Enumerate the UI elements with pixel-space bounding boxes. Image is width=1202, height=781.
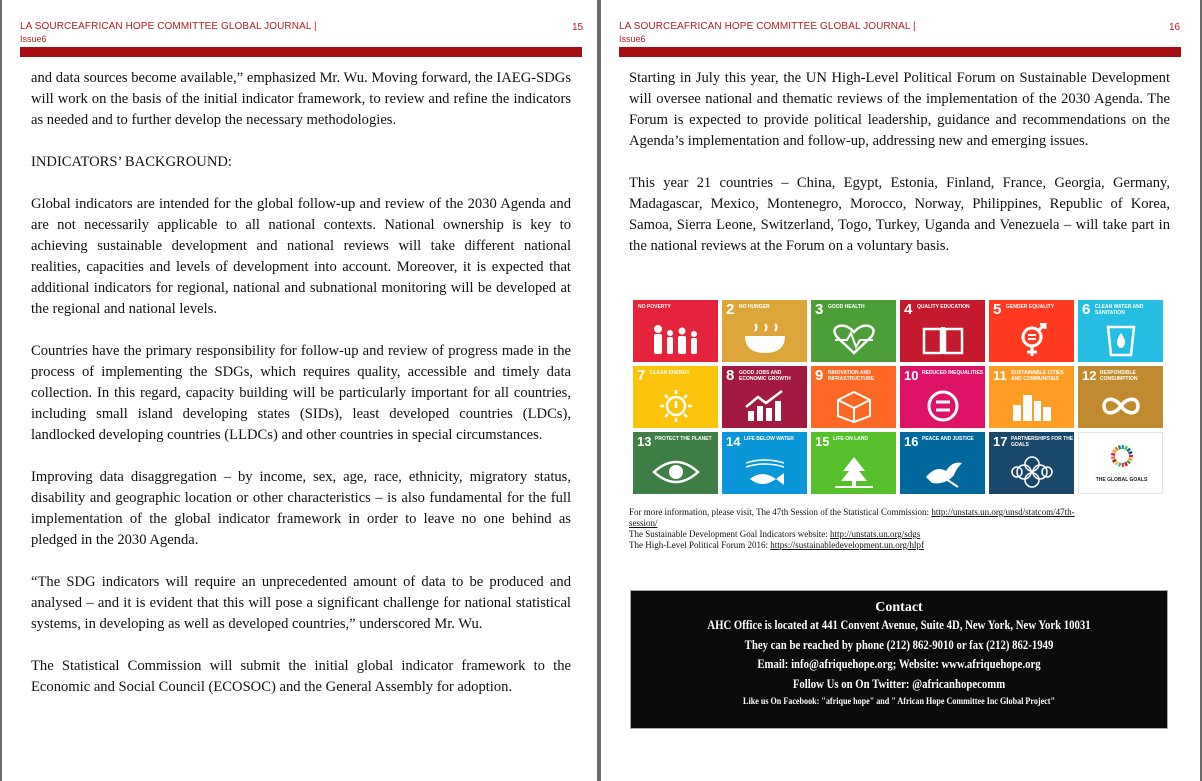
sdg-tile — [989, 366, 1074, 428]
sdg-label: PEACE AND JUSTICE — [922, 436, 974, 442]
sdg-tile — [900, 300, 985, 362]
sdg-number: 16 — [904, 434, 919, 449]
sdg-tile — [811, 366, 896, 428]
sdg-tile — [633, 300, 718, 362]
sdg-tile — [811, 300, 896, 362]
reference-text: The High-Level Political Forum 2016: — [629, 540, 771, 550]
sdg-label: RESPONSIBLE CONSUMPTION — [1100, 370, 1138, 382]
contact-phone: They can be reached by phone (212) 862-9010 or fax (212) 862-1949 — [744, 637, 1054, 652]
sdg-tile — [1078, 300, 1163, 362]
sdg-label: INNOVATION AND INFRASTRUCTURE — [828, 370, 875, 382]
contact-email: Email: info@afriquehope.org; Website: www.afriquehope.org — [757, 657, 1041, 671]
sdg-number: 10 — [904, 368, 919, 383]
sdg-number: 11 — [993, 368, 1007, 383]
issue-label: Issue6 — [20, 34, 47, 44]
sdg-label: PARTNERSHIPS FOR THE GOALS — [1011, 436, 1074, 448]
reference-text: The Sustainable Development Goal Indicators website: — [629, 529, 830, 539]
sdg-label: GOOD JOBS AND ECONOMIC GROWTH — [739, 370, 791, 382]
sdg-number: 17 — [993, 434, 1008, 449]
journal-title: LA SOURCEAFRICAN HOPE COMMITTEE GLOBAL JOURNAL | — [619, 21, 916, 32]
journal-title: LA SOURCEAFRICAN HOPE COMMITTEE GLOBAL JOURNAL | — [20, 21, 317, 32]
sdg-goals-grid — [633, 300, 1164, 494]
sdg-label: NO HUNGER — [739, 304, 770, 310]
page-16 — [601, 0, 1200, 781]
sdg-label: NO POVERTY — [638, 304, 671, 310]
contact-title: Contact — [875, 600, 923, 615]
sdg-label: CLEAN WATER AND SANITATION — [1095, 304, 1144, 316]
sdg-number: 6 — [1082, 301, 1091, 318]
paragraph: and data sources become available,” emphasized Mr. Wu. Moving forward, the IAEG-SDGs will work on the basis of the initial indicator framework, to review and refine the indicators as needed and to further develop the necessary methodologies. — [31, 70, 571, 128]
sdg-label: GOOD HEALTH — [828, 304, 865, 310]
sdg-tile — [722, 432, 807, 494]
paragraph: Global indicators are intended for the global follow-up and review of the 2030 Agenda and are not necessarily applicable to all national contexts. National ownership is key to achieving sustainable development and national reviews will take different national realities, capacities and levels of development into account. Moreover, it is expected that additional indicators for regional, national and subnational monitoring will be developed at the regional and national levels. — [31, 196, 571, 317]
contact-twitter: Follow Us on On Twitter: @africanhopecomm — [792, 676, 1006, 691]
sdg-number: 12 — [1082, 368, 1097, 383]
page-15 — [2, 0, 597, 781]
header-bar — [20, 47, 582, 57]
sdg-number: 4 — [904, 301, 913, 318]
contact-facebook: Like us On Facebook: "afrique hope" and " African Hope Committee Inc Global Project" — [743, 696, 1055, 706]
sdg-number: 2 — [726, 301, 735, 318]
sdg-label: REDUCED INEQUALITIES — [922, 370, 984, 376]
sdg-tile — [989, 300, 1074, 362]
sdg-number: 13 — [637, 434, 652, 449]
sdg-number: 8 — [726, 367, 735, 384]
contact-box — [630, 590, 1168, 729]
page-number: 16 — [1169, 22, 1181, 33]
sdg-label: CLEAN ENERGY — [650, 370, 690, 376]
sdg-number: 15 — [815, 434, 830, 449]
sdg-label: QUALITY EDUCATION — [917, 304, 970, 310]
sdg-tile — [900, 366, 985, 428]
sdg-tile — [811, 432, 896, 494]
issue-label: Issue6 — [619, 34, 646, 44]
sdg-label: LIFE BELOW WATER — [744, 436, 794, 442]
statcom-link-cont[interactable]: session/ — [629, 518, 658, 528]
paragraph: Countries have the primary responsibility for follow-up and review of progress made in the process of implementing the SDGs, which requires quality, accessible and timely data collection. In this regard, capacity building will be particularly important for all countries, including small island developing states (SIDs), least developed countries (LDCs), landlocked developing countries (LLDCs) and other countries in special circumstances. — [31, 343, 571, 443]
sdg-tile — [900, 432, 985, 494]
article-body — [629, 68, 1170, 278]
sdg-label: SUSTAINABLE CITIES AND COMMUNITIES — [1011, 370, 1064, 382]
sdgs-link[interactable]: http://unstats.un.org/sdgs — [829, 529, 921, 539]
sdg-tile — [633, 432, 718, 494]
sdg-tile — [1078, 366, 1163, 428]
sdg-number: 7 — [637, 367, 646, 384]
sdg-tile — [722, 300, 807, 362]
paragraph: Starting in July this year, the UN High-Level Political Forum on Sustainable Development will oversee national and thematic reviews of the implementation of the 2030 Agenda. The Forum is expected to provide political leadership, guidance and recommendations on the Agenda’s implementation and follow-up, addressing new and emerging issues. — [629, 70, 1170, 149]
sdg-number: 3 — [815, 301, 824, 318]
hlpf-link[interactable]: https://sustainabledevelopment.un.org/hlpf — [770, 540, 925, 550]
sdg-label: LIFE ON LAND — [833, 436, 868, 442]
sdg-label: THE GLOBAL GOALS — [1095, 477, 1148, 483]
sdg-label: PROTECT THE PLANET — [655, 436, 712, 442]
references — [629, 507, 1177, 551]
sdg-label: GENDER EQUALITY — [1006, 304, 1055, 310]
sdg-number: 9 — [815, 367, 824, 384]
header-bar — [619, 47, 1181, 57]
contact-address: AHC Office is located at 441 Convent Avenue, Suite 4D, New York, New York 10031 — [707, 618, 1091, 632]
page-number: 15 — [572, 22, 584, 33]
article-body — [31, 68, 571, 719]
reference-text: For more information, please visit, The 47th Session of the Statistical Commission: — [629, 507, 932, 517]
sdg-number: 14 — [726, 434, 741, 449]
statcom-link[interactable]: http://unstats.un.org/unsd/statcom/47th- — [931, 507, 1075, 517]
sdg-tile — [1078, 432, 1163, 494]
paragraph: “The SDG indicators will require an unprecedented amount of data to be produced and analysed – and it is evident that this will pose a significant challenge for national statistical systems, in developing as well as developed countries,” underscored Mr. Wu. — [31, 574, 571, 632]
paragraph: Improving data disaggregation – by income, sex, age, race, ethnicity, migratory status, disability and geographic location or other characteristics – is also fundamental for the full implementation of the global indicator framework in order to leave no one behind as pledged in the 2030 Agenda. — [31, 469, 571, 548]
sdg-tile — [722, 366, 807, 428]
paragraph: The Statistical Commission will submit the initial global indicator framework to the Economic and Social Council (ECOSOC) and the General Assembly for adoption. — [31, 658, 571, 695]
sdg-tile — [633, 366, 718, 428]
section-heading: INDICATORS’ BACKGROUND: — [31, 154, 232, 170]
sdg-number: 5 — [993, 301, 1002, 318]
paragraph: This year 21 countries – China, Egypt, Estonia, Finland, France, Georgia, Germany, Madagascar, Mexico, Montenegro, Morocco, Norway, Philippines, Republic of Korea, Samoa, Sierra Leone, Switzerland, Togo, Turkey, Uganda and Venezuela – will take part in the national reviews at the Forum on a voluntary basis. — [629, 175, 1170, 254]
sdg-tile — [989, 432, 1074, 494]
